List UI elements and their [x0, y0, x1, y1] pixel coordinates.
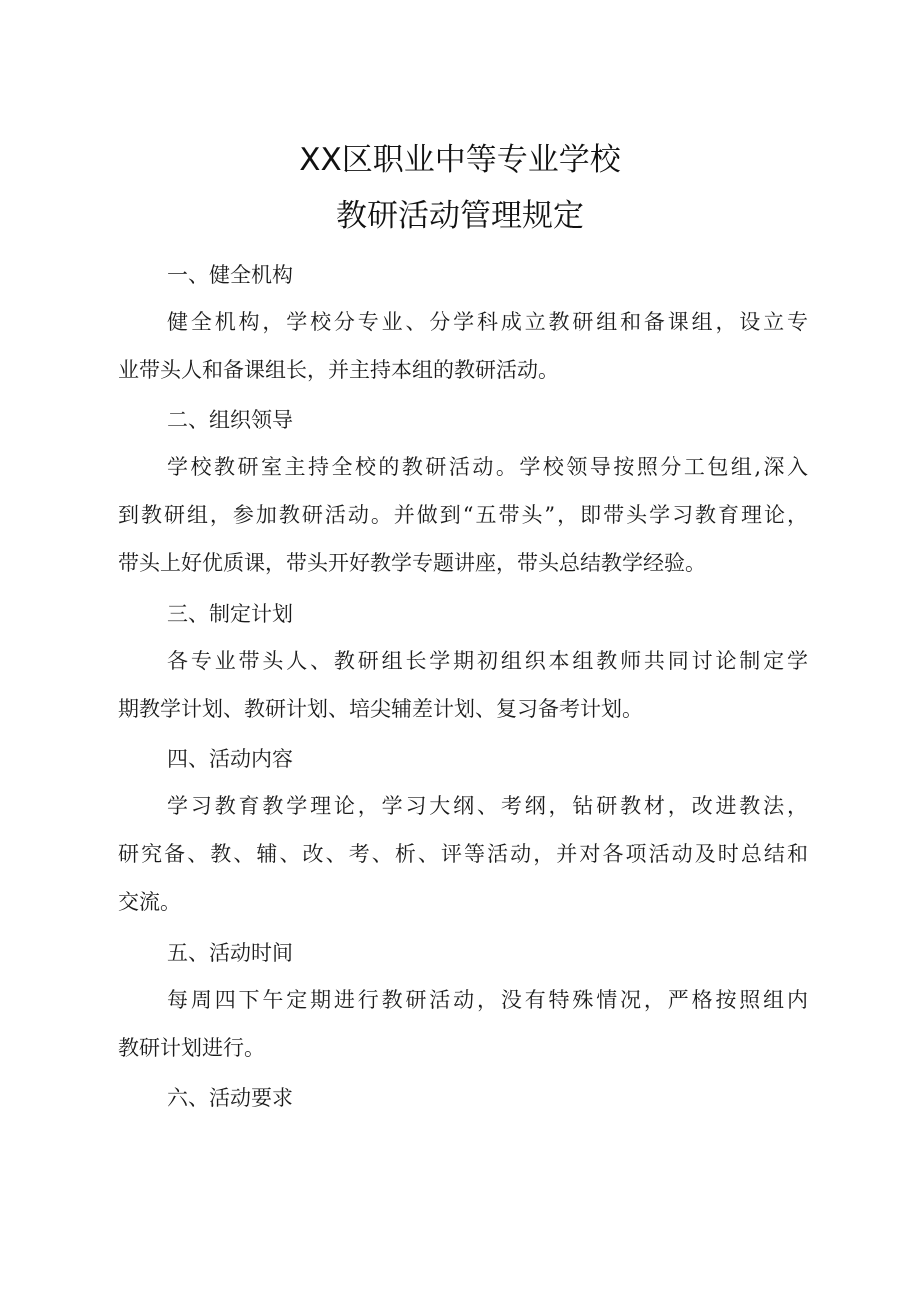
section-heading-6: 六、活动要求 — [167, 1086, 293, 1110]
paragraph-line: 研究备、教、辅、改、考、析、评等活动，并对各项活动及时总结和 — [118, 842, 808, 866]
paragraph-line: 交流。 — [118, 890, 181, 914]
document-title-line-2: 教研活动管理规定 — [336, 198, 584, 234]
document-title-line-1: XX区职业中等专业学校 — [299, 142, 621, 178]
section-heading-3: 三、制定计划 — [167, 602, 293, 626]
paragraph-line: 学校教研室主持全校的教研活动。学校领导按照分工包组,深入 — [167, 455, 808, 479]
section-heading-5: 五、活动时间 — [167, 941, 293, 965]
paragraph-line: 带头上好优质课，带头开好教学专题讲座，带头总结教学经验。 — [118, 551, 706, 575]
section-paragraph-4 — [118, 782, 808, 926]
paragraph-line: 健全机构，学校分专业、分学科成立教研组和备课组，设立专 — [167, 310, 808, 334]
paragraph-line: 期教学计划、教研计划、培尖辅差计划、复习备考计划。 — [118, 697, 643, 721]
section-heading-2: 二、组织领导 — [167, 408, 293, 432]
section-paragraph-1 — [118, 298, 808, 394]
section-heading-1: 一、健全机构 — [167, 263, 293, 287]
section-paragraph-2 — [118, 443, 808, 587]
paragraph-line: 业带头人和备课组长，并主持本组的教研活动。 — [118, 358, 559, 382]
paragraph-line: 各专业带头人、教研组长学期初组织本组教师共同讨论制定学 — [167, 649, 808, 673]
paragraph-line: 到教研组，参加教研活动。并做到“五带头”，即带头学习教育理论， — [118, 503, 808, 527]
section-paragraph-3 — [118, 637, 808, 733]
section-heading-4: 四、活动内容 — [167, 747, 293, 771]
paragraph-line: 学习教育教学理论，学习大纲、考纲，钻研教材，改进教法， — [167, 794, 808, 818]
section-paragraph-5 — [118, 976, 808, 1072]
paragraph-line: 每周四下午定期进行教研活动，没有特殊情况，严格按照组内 — [167, 988, 808, 1012]
paragraph-line: 教研计划进行。 — [118, 1036, 265, 1060]
